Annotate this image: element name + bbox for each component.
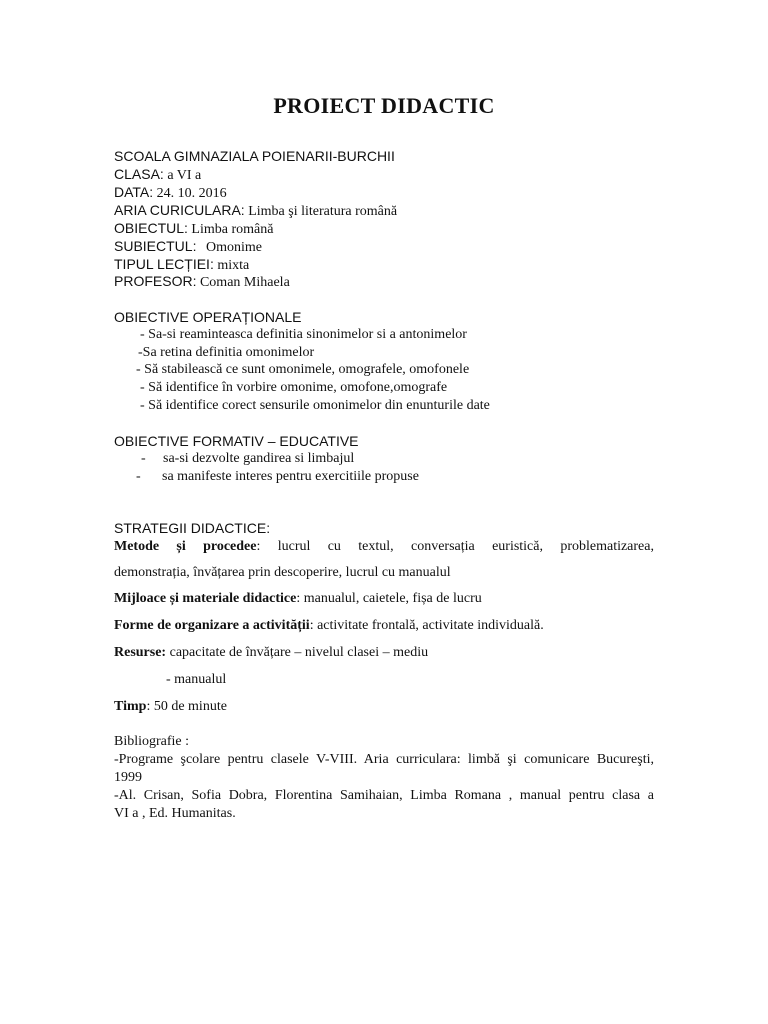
aria-line (114, 202, 397, 220)
data-line (114, 184, 227, 202)
metode-value: : lucrul cu textul, conversația euristică, problematizarea, (256, 539, 654, 554)
resurse-value: capacitate de învățare – nivelul clasei – mediu (166, 645, 429, 660)
school-name: SCOALA GIMNAZIALA POIENARII-BURCHII (114, 148, 395, 164)
bibliografie-item-1-line-2: 1999 (114, 770, 142, 785)
metode-line (114, 539, 654, 555)
metode-label: Metode și procedee (114, 539, 257, 554)
obiective-operationale-heading: OBIECTIVE OPERAȚIONALE (114, 309, 302, 325)
data-value: 24. 10. 2016 (156, 186, 227, 201)
list-item: sa manifeste interes pentru exercitiile propuse (162, 469, 419, 484)
bibliografie-item-2-line-2: VI a , Ed. Humanitas. (114, 806, 236, 821)
forme-line (114, 618, 544, 634)
bibliografie-item-1-line-1: -Programe şcolare pentru clasele V-VIII. Aria curriculara: limbă şi comunicare Bucureşti, (114, 752, 654, 767)
aria-value: Limba şi literatura română (248, 204, 398, 219)
mijloace-value: : manualul, caietele, fișa de lucru (296, 591, 482, 606)
obiectul-label: OBIECTUL: (114, 220, 188, 236)
forme-label: Forme de organizare a activității (114, 618, 310, 633)
strategii-heading: STRATEGII DIDACTICE: (114, 520, 271, 536)
tipul-label: TIPUL LECȚIEI: (114, 256, 214, 272)
subiectul-value: Omonime (205, 240, 262, 255)
timp-value: : 50 de minute (146, 699, 227, 714)
clasa-value: a VI a (167, 168, 202, 183)
list-item: sa-si dezvolte gandirea si limbajul (163, 451, 355, 466)
dash-marker: - (136, 469, 141, 484)
list-item: - Să identifice corect sensurile omonimelor din enunturile date (140, 398, 490, 413)
timp-line (114, 699, 227, 715)
list-item: - Sa-si reaminteasca definitia sinonimelor si a antonimelor (140, 327, 467, 342)
obiectul-value: Limba română (191, 222, 274, 237)
mijloace-label: Mijloace și materiale didactice (114, 591, 297, 606)
clasa-line (114, 166, 201, 184)
tipul-value: mixta (217, 258, 250, 273)
obiectul-line (114, 220, 273, 238)
obiective-formativ-heading: OBIECTIVE FORMATIV – EDUCATIVE (114, 433, 359, 449)
forme-value: : activitate frontală, activitate individuală. (309, 618, 544, 633)
profesor-label: PROFESOR: (114, 273, 197, 289)
resurse-line (114, 645, 428, 661)
subiectul-label: SUBIECTUL: (114, 238, 197, 254)
resurse-item: - manualul (166, 672, 227, 687)
clasa-label: CLASA: (114, 166, 164, 182)
list-item: - Să identifice în vorbire omonime, omofone,omografe (140, 380, 448, 395)
bibliografie-item-2-line-1: -Al. Crisan, Sofia Dobra, Florentina Samihaian, Limba Romana , manual pentru clasa a (114, 788, 654, 803)
aria-label: ARIA CURICULARA: (114, 202, 245, 218)
data-label: DATA: (114, 184, 154, 200)
tipul-line (114, 256, 249, 274)
profesor-line (114, 273, 290, 291)
list-item: -Sa retina definitia omonimelor (138, 345, 315, 360)
timp-label: Timp (114, 699, 147, 714)
metode-continuation: demonstrația, învățarea prin descoperire, lucrul cu manualul (114, 565, 451, 580)
bibliografie-heading: Bibliografie : (114, 734, 190, 749)
profesor-value: Coman Mihaela (199, 275, 290, 290)
page-title: PROIECT DIDACTIC (273, 93, 495, 118)
dash-marker: - (141, 451, 146, 466)
list-item: - Să stabilească ce sunt omonimele, omografele, omofonele (136, 362, 470, 377)
mijloace-line (114, 591, 482, 607)
resurse-label: Resurse: (114, 645, 167, 660)
subiectul-line (114, 238, 262, 256)
